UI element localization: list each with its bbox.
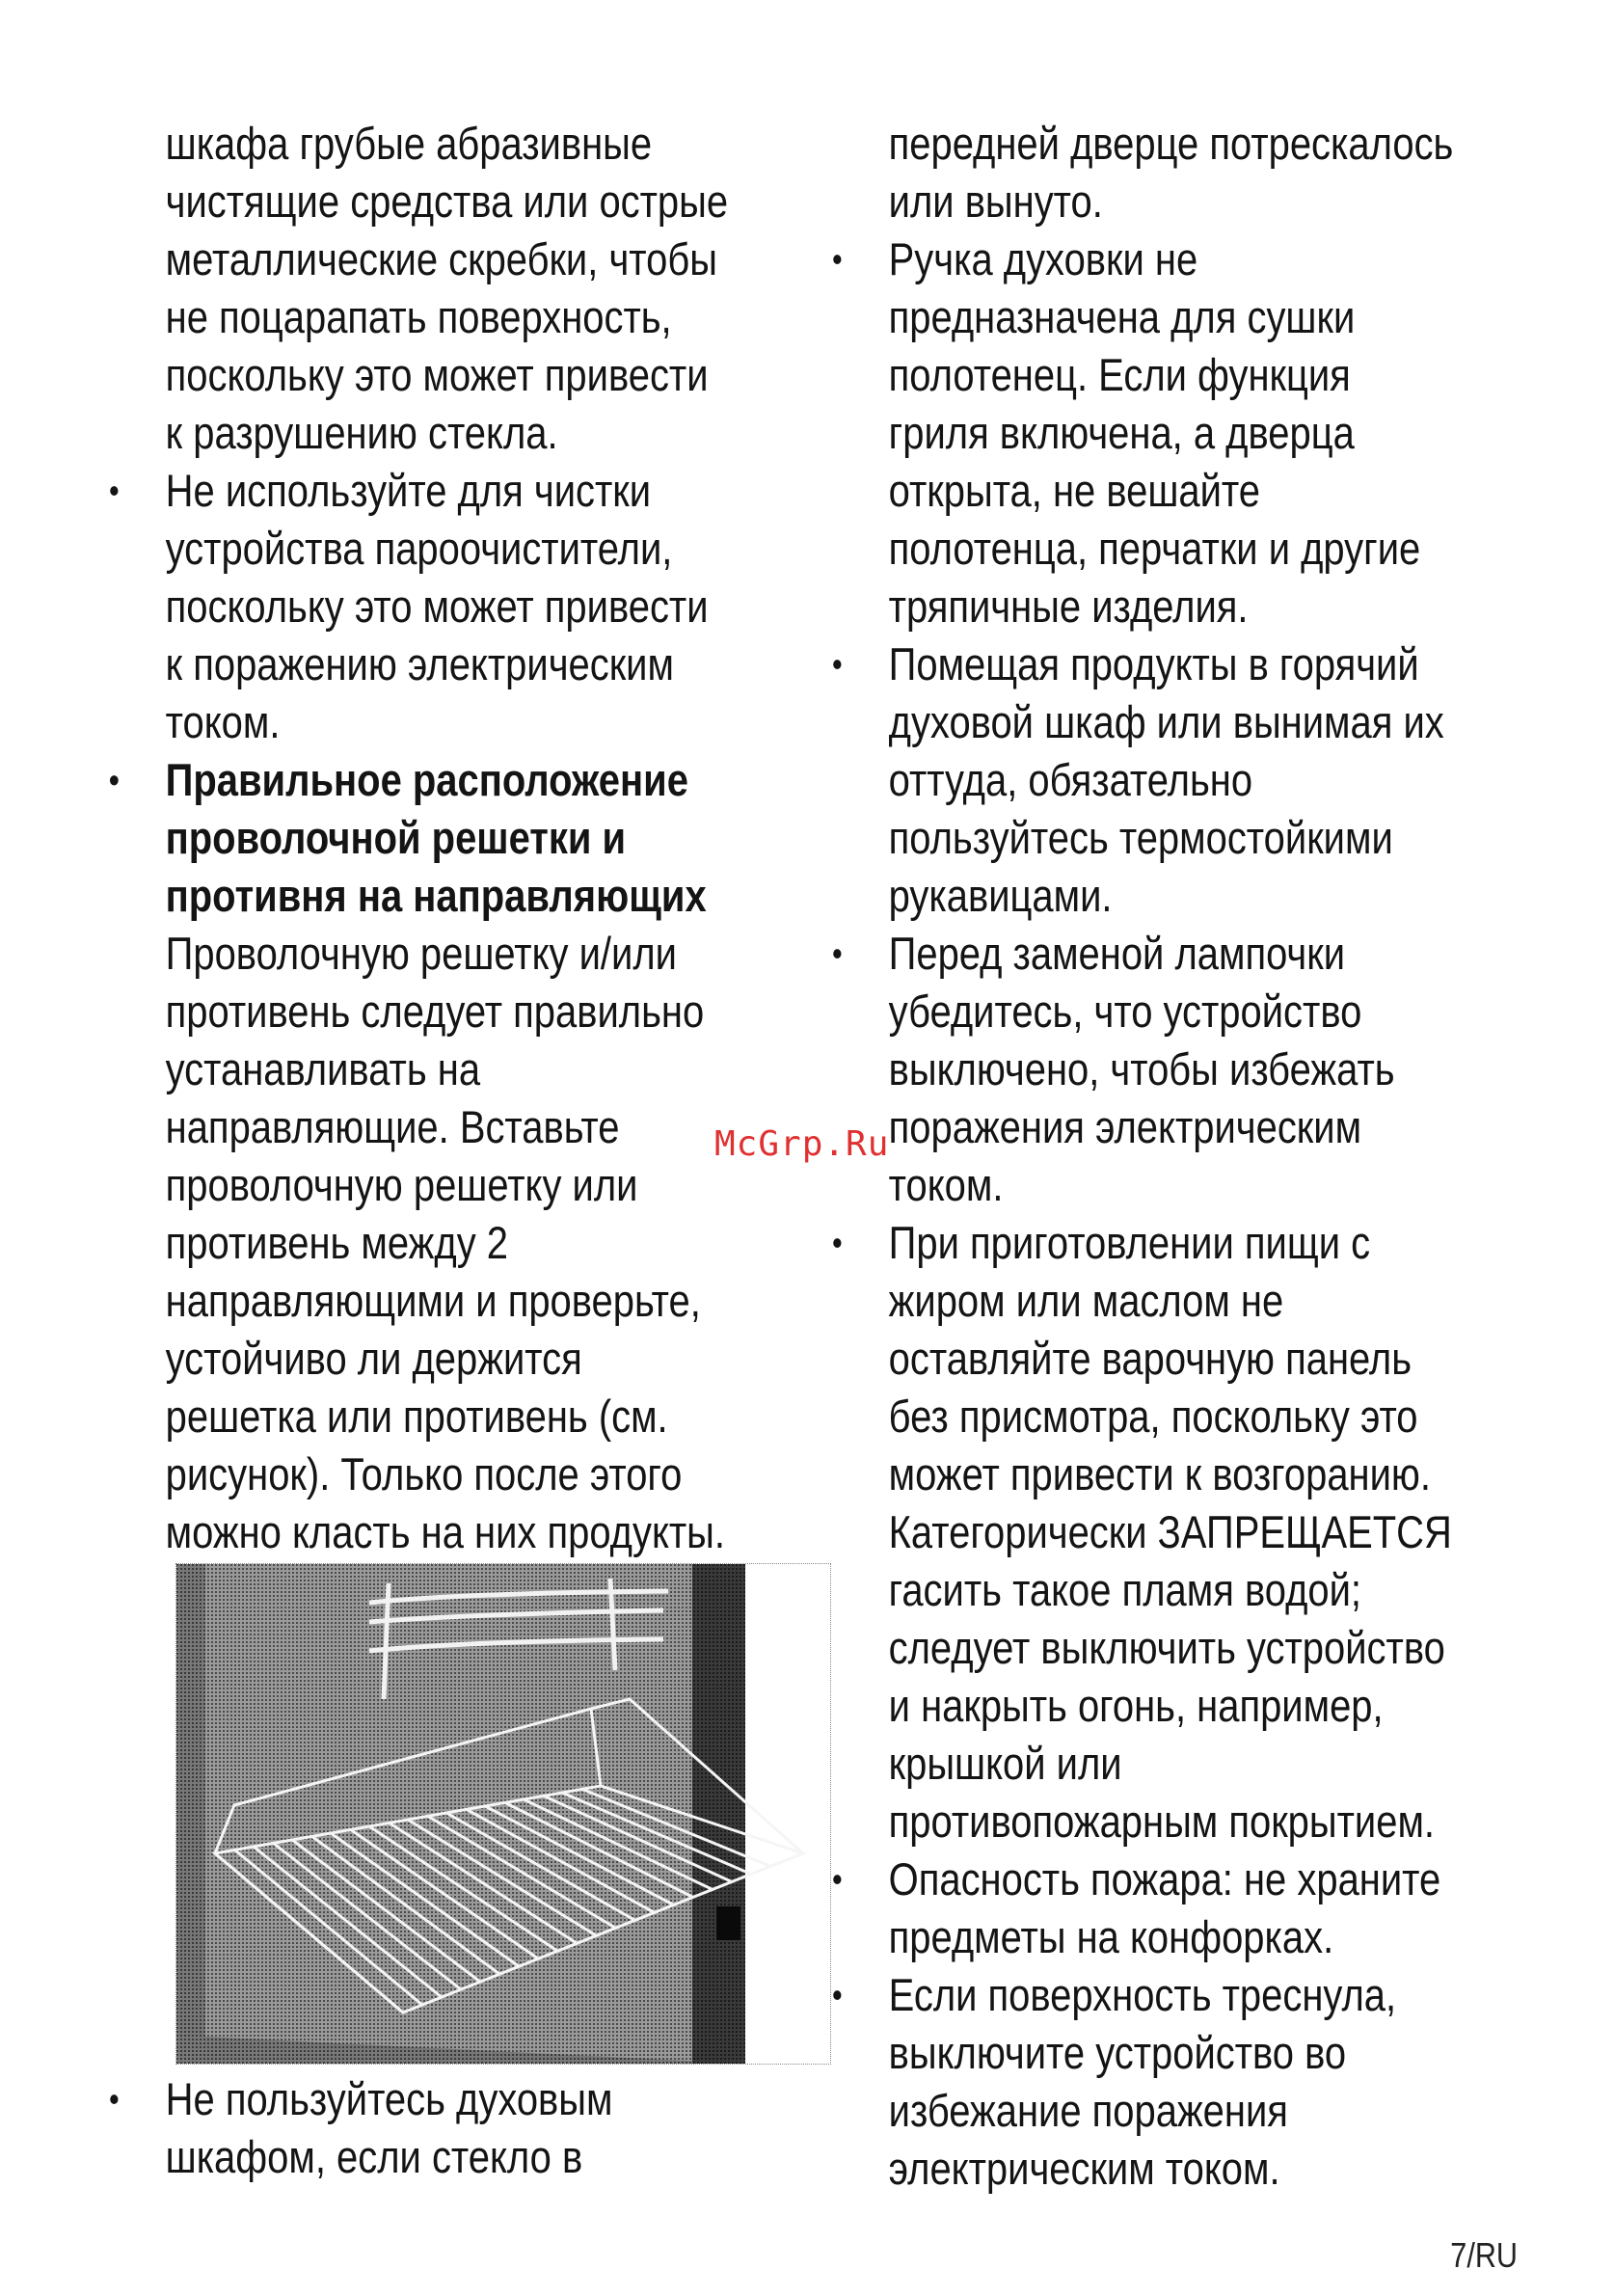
text-line: Опасность пожара: не храните — [888, 1853, 1441, 1904]
text-line: противень следует правильно — [165, 986, 705, 1037]
text-line: полотенец. Если функция — [888, 349, 1351, 400]
text-line: Ручка духовки не — [888, 233, 1198, 284]
text-line: духовой шкаф или вынимая их — [888, 696, 1444, 747]
text-line: гасить такое пламя водой; — [888, 1564, 1362, 1615]
text-line: поражения электрическим — [888, 1101, 1362, 1152]
text-line: предназначена для сушки — [888, 291, 1356, 342]
text-line: Перед заменой лампочки — [888, 928, 1346, 979]
text-line: током. — [888, 1159, 1004, 1210]
bullet-icon: • — [832, 1975, 843, 2014]
text-line: выключено, чтобы избежать — [888, 1043, 1395, 1094]
text-line: можно класть на них продукты. — [165, 1506, 725, 1557]
text-line: направляющими и проверьте, — [165, 1275, 701, 1326]
text-line: пользуйтесь термостойкими — [888, 812, 1393, 863]
text-line: тряпичные изделия. — [888, 581, 1249, 632]
text-line: к поражению электрическим — [165, 638, 674, 689]
text-line: оставляйте варочную панель — [888, 1333, 1412, 1384]
text-line: следует выключить устройство — [888, 1622, 1445, 1673]
text-line: может привести к возгоранию. — [888, 1448, 1431, 1499]
watermark: McGrp.Ru — [714, 1124, 890, 1164]
bullet-icon: • — [109, 471, 120, 510]
text-line: рукавицами. — [888, 870, 1113, 921]
text-line: без присмотра, поскольку это — [888, 1391, 1418, 1442]
bullet-icon: • — [832, 1859, 843, 1899]
text-line: предметы на конфорках. — [888, 1911, 1334, 1962]
text-line: противень между 2 — [165, 1217, 508, 1268]
text-line: Не пользуйтесь духовым — [165, 2073, 613, 2124]
text-line: убедитесь, что устройство — [888, 986, 1362, 1037]
text-line: гриля включена, а дверца — [888, 407, 1355, 458]
text-line: противопожарным покрытием. — [888, 1796, 1436, 1847]
section-heading-line: проволочной решетки и — [165, 812, 627, 863]
text-line: шкафом, если стекло в — [165, 2131, 583, 2182]
bullet-item-steam — [109, 462, 740, 520]
text-line: электрическим током. — [888, 2143, 1280, 2194]
bullet-item-handle — [832, 230, 1455, 288]
bullet-icon: • — [832, 1223, 843, 1262]
text-line: проволочную решетку или — [165, 1159, 638, 1210]
text-line: Если поверхность треснула, — [888, 1969, 1397, 2020]
text-line: Категорически ЗАПРЕЩАЕТСЯ — [888, 1506, 1452, 1557]
oven-rack-illustration — [175, 1563, 831, 2065]
text-line: током. — [165, 696, 281, 747]
bullet-icon: • — [832, 239, 843, 279]
bullet-item-glass — [109, 2070, 740, 2128]
section-heading-line: Правильное расположение — [165, 754, 688, 805]
text-line: устойчиво ли держится — [165, 1333, 582, 1384]
bullet-item-fat — [832, 1214, 1455, 1272]
text-line: полотенца, перчатки и другие — [888, 523, 1421, 574]
text-line: металлические скребки, чтобы — [165, 233, 717, 284]
bullet-icon: • — [109, 760, 120, 799]
bullet-item-fire — [832, 1850, 1455, 1908]
text-line: передней дверце потрескалось — [888, 118, 1454, 169]
text-line: Помещая продукты в горячий — [888, 638, 1419, 689]
bullet-item-lamp — [832, 925, 1455, 983]
text-line: выключите устройство во — [888, 2027, 1347, 2078]
text-line: и накрыть огонь, например, — [888, 1680, 1384, 1731]
text-line: направляющие. Вставьте — [165, 1101, 620, 1152]
text-line: При приготовлении пищи с — [888, 1217, 1371, 1268]
bullet-icon: • — [832, 644, 843, 684]
text-line: оттуда, обязательно — [888, 754, 1253, 805]
page-number: 7/RU — [1450, 2235, 1518, 2275]
bullet-icon: • — [832, 933, 843, 973]
text-line: Проволочную решетку и/или — [165, 928, 677, 979]
bullet-item-crack — [832, 1966, 1455, 2024]
text-line: жиром или маслом не — [888, 1275, 1284, 1326]
text-line: не поцарапать поверхность, — [165, 291, 672, 342]
text-line: поскольку это может привести — [165, 581, 709, 632]
text-line: рисунок). Только после этого — [165, 1448, 683, 1499]
text-line: крышкой или — [888, 1738, 1122, 1789]
text-line: открыта, не вешайте — [888, 465, 1260, 516]
text-line: решетка или противень (см. — [165, 1391, 668, 1442]
text-line: избежание поражения — [888, 2085, 1288, 2136]
oven-rack-drawing — [176, 1564, 830, 2064]
text-line: или вынуто. — [888, 176, 1103, 227]
bullet-icon: • — [109, 2079, 120, 2119]
section-heading-line: противня на направляющих — [165, 870, 707, 921]
bullet-item-rack-heading — [109, 751, 740, 809]
text-line: к разрушению стекла. — [165, 407, 558, 458]
text-line: поскольку это может привести — [165, 349, 709, 400]
bullet-item-gloves — [832, 635, 1455, 693]
right-column — [832, 115, 1565, 2198]
text-line: чистящие средства или острые — [165, 176, 729, 227]
text-line: устанавливать на — [165, 1043, 481, 1094]
text-line: устройства пароочистители, — [165, 523, 673, 574]
text-line: шкафа грубые абразивные — [165, 118, 653, 169]
text-line: Не используйте для чистки — [165, 465, 652, 516]
